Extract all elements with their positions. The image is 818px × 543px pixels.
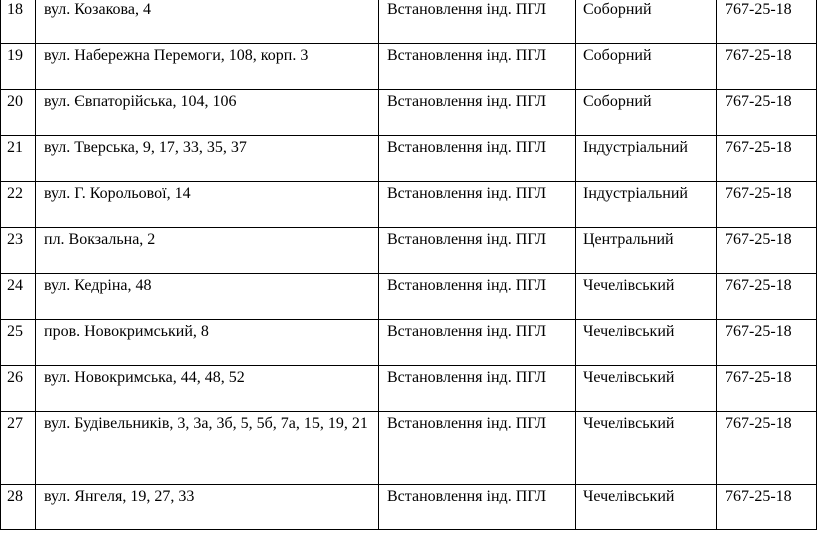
address-cell: вул. Новокримська, 44, 48, 52: [36, 366, 379, 412]
district-cell: Чечелівський: [576, 485, 717, 530]
phone-cell: 767-25-18: [717, 0, 817, 44]
work-type-cell: Встановлення інд. ПГЛ: [379, 44, 576, 90]
district-cell: Соборний: [576, 44, 717, 90]
table-row: [1, 274, 817, 320]
address-cell: пров. Новокримський, 8: [36, 320, 379, 366]
table-row: [1, 412, 817, 485]
table-row: [1, 90, 817, 136]
table-row: [1, 44, 817, 90]
work-type-cell: Встановлення інд. ПГЛ: [379, 90, 576, 136]
address-cell: вул. Будівельників, 3, 3а, 3б, 5, 5б, 7а, 15, 19, 21: [36, 412, 379, 485]
work-type-cell: Встановлення інд. ПГЛ: [379, 0, 576, 44]
address-cell: вул. Тверська, 9, 17, 33, 35, 37: [36, 136, 379, 182]
row-number: 25: [1, 320, 36, 366]
phone-cell: 767-25-18: [717, 320, 817, 366]
work-type-cell: Встановлення інд. ПГЛ: [379, 485, 576, 530]
row-number: 26: [1, 366, 36, 412]
work-type-cell: Встановлення інд. ПГЛ: [379, 228, 576, 274]
phone-cell: 767-25-18: [717, 90, 817, 136]
row-number: 28: [1, 485, 36, 530]
row-number: 23: [1, 228, 36, 274]
address-cell: вул. Набережна Перемоги, 108, корп. 3: [36, 44, 379, 90]
phone-cell: 767-25-18: [717, 228, 817, 274]
work-type-cell: Встановлення інд. ПГЛ: [379, 136, 576, 182]
table-row: [1, 320, 817, 366]
row-number: 18: [1, 0, 36, 44]
row-number: 27: [1, 412, 36, 485]
district-cell: Індустріальний: [576, 182, 717, 228]
address-cell: пл. Вокзальна, 2: [36, 228, 379, 274]
work-type-cell: Встановлення інд. ПГЛ: [379, 320, 576, 366]
table-row: [1, 136, 817, 182]
row-number: 20: [1, 90, 36, 136]
table-row: [1, 182, 817, 228]
phone-cell: 767-25-18: [717, 274, 817, 320]
row-number: 19: [1, 44, 36, 90]
phone-cell: 767-25-18: [717, 44, 817, 90]
table-row: [1, 485, 817, 530]
phone-cell: 767-25-18: [717, 182, 817, 228]
row-number: 24: [1, 274, 36, 320]
work-type-cell: Встановлення інд. ПГЛ: [379, 182, 576, 228]
address-cell: вул. Янгеля, 19, 27, 33: [36, 485, 379, 530]
table-body: [1, 0, 817, 530]
work-type-cell: Встановлення інд. ПГЛ: [379, 412, 576, 485]
phone-cell: 767-25-18: [717, 412, 817, 485]
phone-cell: 767-25-18: [717, 366, 817, 412]
address-cell: вул. Кедріна, 48: [36, 274, 379, 320]
table-row: [1, 228, 817, 274]
district-cell: Чечелівський: [576, 366, 717, 412]
table-row: [1, 0, 817, 44]
district-cell: Соборний: [576, 0, 717, 44]
address-cell: вул. Козакова, 4: [36, 0, 379, 44]
work-type-cell: Встановлення інд. ПГЛ: [379, 366, 576, 412]
district-cell: Центральний: [576, 228, 717, 274]
phone-cell: 767-25-18: [717, 485, 817, 530]
table-row: [1, 366, 817, 412]
district-cell: Чечелівський: [576, 274, 717, 320]
row-number: 22: [1, 182, 36, 228]
row-number: 21: [1, 136, 36, 182]
phone-cell: 767-25-18: [717, 136, 817, 182]
district-cell: Індустріальний: [576, 136, 717, 182]
address-cell: вул. Г. Корольової, 14: [36, 182, 379, 228]
address-cell: вул. Євпаторійська, 104, 106: [36, 90, 379, 136]
district-cell: Чечелівський: [576, 320, 717, 366]
work-type-cell: Встановлення інд. ПГЛ: [379, 274, 576, 320]
district-cell: Соборний: [576, 90, 717, 136]
district-cell: Чечелівський: [576, 412, 717, 485]
